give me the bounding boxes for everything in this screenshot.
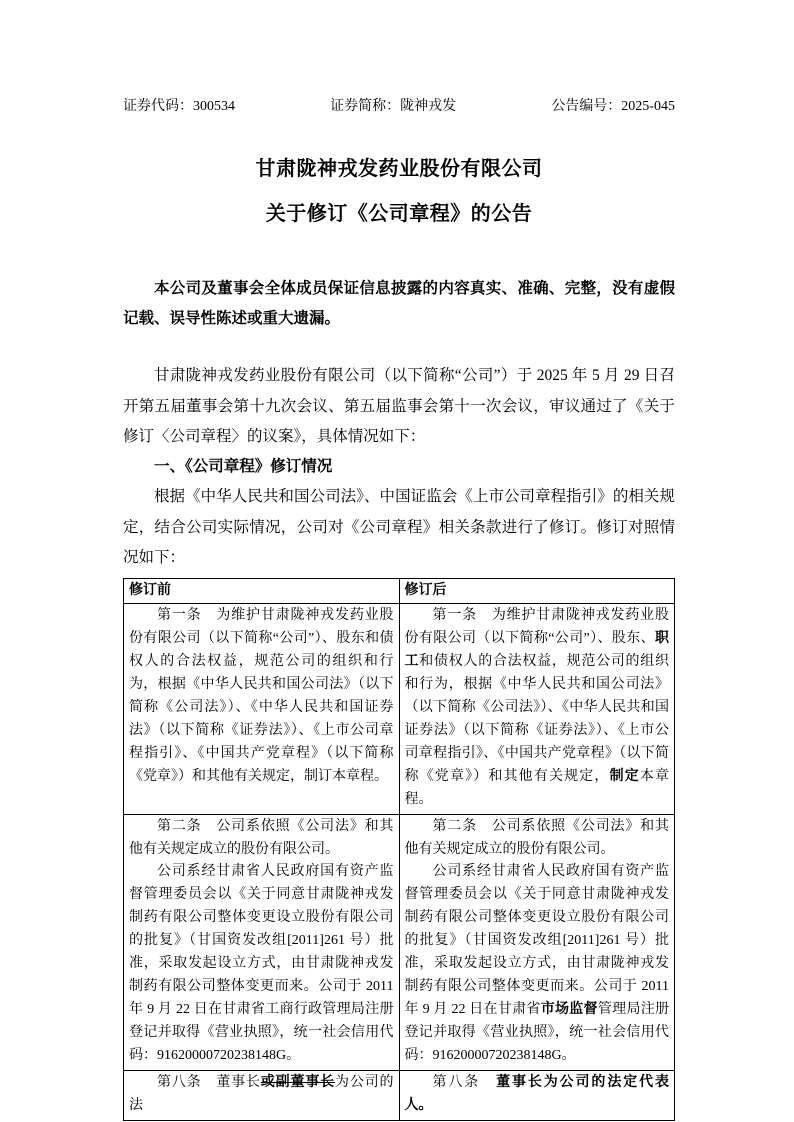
cell-after: [399, 603, 675, 814]
table-header-row: [124, 578, 675, 603]
revised-text-segment: 制定: [609, 768, 640, 784]
cell-before: [124, 814, 400, 1070]
cell-paragraph: [405, 605, 670, 812]
text-segment: 第一条 为维护甘肃陇神戎发药业股份有限公司（以下简称“公司”）、股东、: [404, 607, 669, 646]
table-row: [124, 1071, 675, 1121]
text-segment: 第二条 公司系依照《公司法》和其他有关规定成立的股份有限公司。: [129, 818, 394, 857]
text-segment: 第二条 公司系依照《公司法》和其他有关规定成立的股份有限公司。: [404, 818, 669, 857]
revision-comparison-table: [123, 578, 675, 1121]
cell-paragraph: [129, 861, 394, 1068]
column-header-before: 修订前: [124, 578, 400, 603]
table-row: [124, 814, 675, 1070]
cell-before: [124, 1071, 400, 1121]
company-name-title: 甘肃陇神戎发药业股份有限公司: [255, 158, 543, 180]
stock-code: 证券代码：300534: [123, 99, 235, 114]
stock-name: 证券简称：陇神戎发: [330, 99, 457, 114]
text-segment: 第八条 董事长: [157, 1075, 261, 1091]
revised-text-segment: 董事长为公司的法定代表人。: [404, 1075, 670, 1113]
cell-before: [124, 603, 400, 814]
cell-paragraph: [405, 816, 670, 862]
column-header-after: 修订后: [399, 578, 675, 603]
announcement-number: 公告编号：2025-045: [551, 99, 675, 114]
cell-paragraph: [129, 605, 394, 789]
revision-overview-paragraph: 根据《中华人民共和国公司法》、中国证监会《上市公司章程指引》的相关规定，结合公司实际情况，公司对《公司章程》相关条款进行了修订。修订对照情况如下：: [123, 488, 675, 566]
intro-paragraph: 甘肃陇神戎发药业股份有限公司（以下简称“公司”）于 2025 年 5 月 29 日召开第五届董事会第十九次会议、第五届监事会第十一次会议，审议通过了《关于修订〈公司章程〉的议案》，具体情况如下：: [123, 367, 675, 445]
cell-after: [399, 1071, 675, 1121]
cell-paragraph: [405, 861, 670, 1068]
cell-after: [399, 814, 675, 1070]
text-segment: 公司系经甘肃省人民政府国有资产监督管理委员会以《关于同意甘肃陇神戎发制药有限公司整体变更设立股份有限公司的批复》（甘国资发改组[2011]261 号）批准，采取发起设立方式，由甘肃陇神戎发制药有限公司整体变更而来。公司于 2011 年 9 月 22 日在甘肃省: [404, 864, 669, 1018]
announcement-title: 关于修订《公司章程》的公告: [265, 203, 533, 225]
cell-paragraph: [405, 1072, 670, 1118]
revised-text-segment: 市场监督: [540, 1002, 598, 1018]
text-segment: 公司系经甘肃省人民政府国有资产监督管理委员会以《关于同意甘肃陇神戎发制药有限公司整体变更设立股份有限公司的批复》（甘国资发改组[2011]261 号）批准，采取发起设立方式，由甘肃陇神戎发制药有限公司整体变更而来。公司于 2011 年 9 月 22 日在甘肃省工商行政管理局注册登记并取得《营业执照》，统一社会信用代码：91620000720238148G。: [129, 864, 394, 1064]
table-row: [124, 603, 675, 814]
section-heading: 一、《公司章程》修订情况: [154, 458, 333, 476]
text-segment: 本章程。: [404, 768, 670, 807]
text-segment: 第八条: [432, 1075, 497, 1091]
text-segment: 为公司的法: [129, 1075, 394, 1113]
revised-text-segment: 职工: [404, 630, 669, 669]
disclosure-statement: 本公司及董事会全体成员保证信息披露的内容真实、准确、完整，没有虚假记载、误导性陈述或重大遗漏。: [123, 280, 675, 328]
cell-paragraph: [129, 1072, 394, 1118]
cell-paragraph: [129, 816, 394, 862]
document-header: [123, 96, 675, 117]
text-segment: 和债权人的合法权益，规范公司的组织和行为，根据《中华人民共和国公司法》（以下简称《公司法》）、《中华人民共和国证券法》（以下简称《证券法》）、《上市公司章程指引》、《中国共产党章程》（以下简称《党章》）和其他有关规定，: [404, 653, 670, 784]
revision-table-body: [124, 603, 675, 1120]
text-segment: 管理局注册登记并取得《营业执照》，统一社会信用代码：91620000720238148G。: [404, 1002, 670, 1064]
text-segment: 第一条 为维护甘肃陇神戎发药业股份有限公司（以下简称“公司”）、股东和债权人的合法权益，规范公司的组织和行为，根据《中华人民共和国公司法》（以下简称《公司法》）、《中华人民共和国证券法》（以下简称《证券法》）、《上市公司章程指引》、《中国共产党章程》（以下简称《党章》）和其他有关规定，制订本章程。: [129, 607, 394, 784]
revised-text-segment: 或副董事长: [260, 1075, 336, 1091]
